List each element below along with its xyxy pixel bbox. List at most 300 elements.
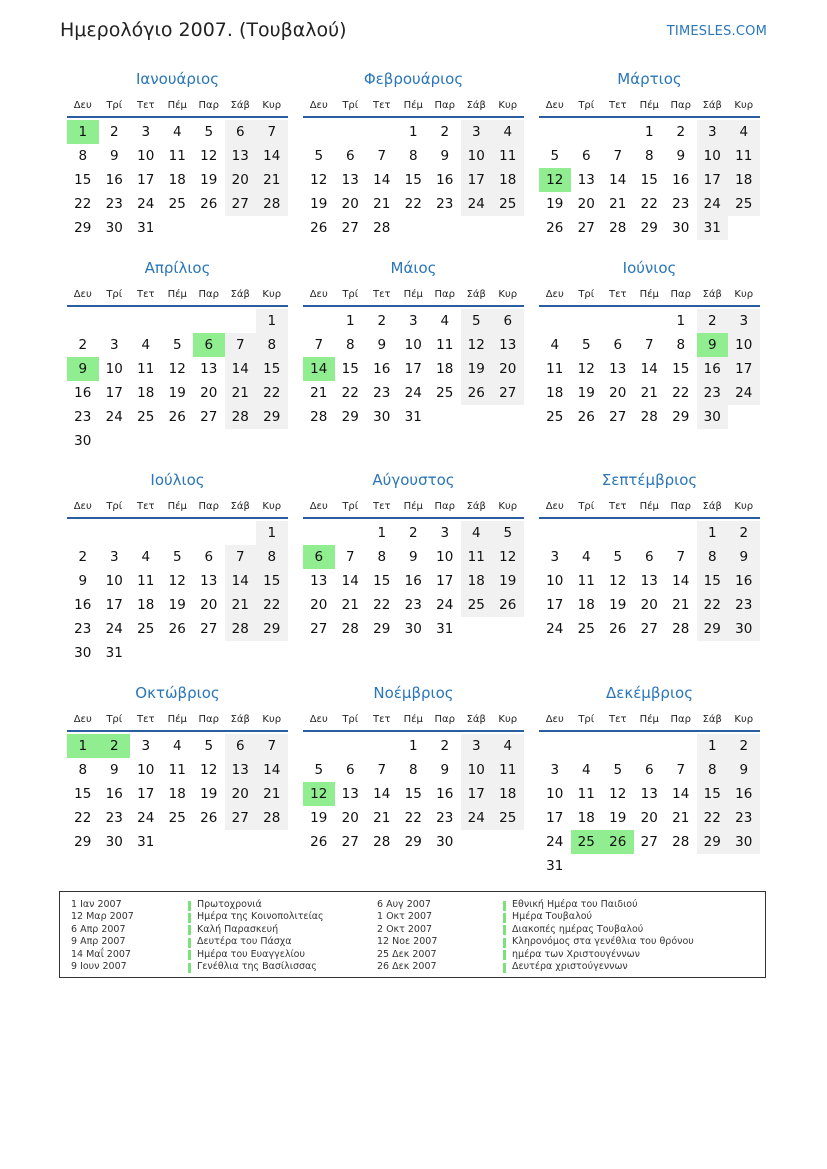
legend-date: 14 Μαΐ 2007 xyxy=(71,948,131,960)
day-cell: 9 xyxy=(109,148,119,164)
day-cell: 3 xyxy=(461,734,493,758)
day-cell: 13 xyxy=(200,361,218,377)
day-cell: 17 xyxy=(461,168,493,192)
day-cell: 31 xyxy=(137,220,155,236)
day-cell: 17 xyxy=(697,168,729,192)
month-name: Απρίλιος xyxy=(144,259,211,277)
day-cell: 25 xyxy=(137,621,155,637)
day-cell: 23 xyxy=(436,196,454,212)
day-cell: 26 xyxy=(310,834,328,850)
brand-link[interactable]: TIMESLES.COM xyxy=(666,24,767,39)
weekday-label: Παρ xyxy=(198,714,219,725)
legend-date: 1 Οκτ 2007 xyxy=(377,911,433,923)
day-cell: 3 xyxy=(461,120,493,144)
day-cell: 23 xyxy=(105,810,123,826)
day-cell: 17 xyxy=(546,597,564,613)
day-cell: 27 xyxy=(640,834,658,850)
day-cell: 22 xyxy=(672,385,690,401)
day-cell: 10 xyxy=(404,337,422,353)
legend-date: 9 Απρ 2007 xyxy=(71,936,126,948)
day-cell: 18 xyxy=(728,168,760,192)
day-cell: 11 xyxy=(728,144,760,168)
weekday-label: Παρ xyxy=(670,289,691,300)
day-cell: 21 xyxy=(640,385,658,401)
day-cell: 11 xyxy=(137,361,155,377)
holiday-marker xyxy=(188,963,191,973)
day-cell: 11 xyxy=(168,762,186,778)
day-cell: 4 xyxy=(440,313,450,329)
weekday-header xyxy=(303,289,524,305)
weekday-label: Παρ xyxy=(198,100,219,111)
day-cell: 19 xyxy=(310,196,328,212)
weekday-header xyxy=(67,501,288,517)
weekday-label: Δευ xyxy=(545,100,564,111)
month-name: Νοέμβριος xyxy=(373,684,454,702)
day-cell: 13 xyxy=(310,573,328,589)
day-cell: 14 xyxy=(640,361,658,377)
day-cell: 10 xyxy=(461,144,493,168)
day-cell: 7 xyxy=(314,337,324,353)
weekday-label: Κυρ xyxy=(262,501,282,512)
day-cell: 30 xyxy=(105,220,123,236)
weekday-label: Τρί xyxy=(106,501,123,512)
day-cell: 7 xyxy=(644,337,654,353)
day-cell: 28 xyxy=(310,409,328,425)
day-cell: 16 xyxy=(404,573,422,589)
day-cell: 16 xyxy=(728,782,760,806)
header-rule xyxy=(539,730,760,732)
weekday-label: Πέμ xyxy=(639,714,659,725)
day-cell: 11 xyxy=(492,758,524,782)
day-cell: 13 xyxy=(492,333,524,357)
day-cell: 21 xyxy=(225,381,257,405)
day-cell: 11 xyxy=(577,786,595,802)
weekday-label: Παρ xyxy=(670,100,691,111)
day-cell: 25 xyxy=(546,409,564,425)
day-cell: 10 xyxy=(697,144,729,168)
day-cell: 10 xyxy=(105,573,123,589)
day-cell: 20 xyxy=(492,357,524,381)
day-cell: 22 xyxy=(697,593,729,617)
day-cell: 5 xyxy=(204,124,214,140)
day-cell: 26 xyxy=(168,409,186,425)
day-cell: 9 xyxy=(408,549,418,565)
day-cell: 15 xyxy=(74,786,92,802)
weekday-label: Τρί xyxy=(578,501,595,512)
day-cell: 27 xyxy=(310,621,328,637)
day-cell: 15 xyxy=(341,361,359,377)
day-cell: 14 xyxy=(609,172,627,188)
weekday-label: Σάβ xyxy=(230,501,250,512)
day-cell: 30 xyxy=(436,834,454,850)
day-cell: 30 xyxy=(105,834,123,850)
day-cell: 6 xyxy=(581,148,591,164)
day-cell: 26 xyxy=(492,593,524,617)
day-cell: 28 xyxy=(341,621,359,637)
day-cell: 9 xyxy=(676,148,686,164)
day-cell: 1 xyxy=(676,313,686,329)
weekday-label: Τετ xyxy=(372,100,391,111)
day-cell: 10 xyxy=(137,762,155,778)
day-cell: 14 xyxy=(672,573,690,589)
legend-date: 26 Δεκ 2007 xyxy=(377,961,437,972)
weekday-label: Σάβ xyxy=(702,289,722,300)
day-cell: 28 xyxy=(373,220,391,236)
day-cell: 22 xyxy=(373,597,391,613)
day-cell: 27 xyxy=(577,220,595,236)
day-cell: 31 xyxy=(697,216,729,240)
day-cell: 28 xyxy=(225,617,257,641)
weekday-label: Τρί xyxy=(342,714,359,725)
day-cell: 15 xyxy=(640,172,658,188)
day-cell: 8 xyxy=(644,148,654,164)
weekday-label: Κυρ xyxy=(262,100,282,111)
day-cell: 13 xyxy=(640,786,658,802)
day-cell: 16 xyxy=(74,597,92,613)
day-cell: 3 xyxy=(550,762,560,778)
weekday-label: Πέμ xyxy=(639,289,659,300)
day-cell: 2 xyxy=(440,124,450,140)
day-cell: 19 xyxy=(609,810,627,826)
weekday-header xyxy=(539,714,760,730)
day-cell: 14 xyxy=(256,758,288,782)
day-cell: 27 xyxy=(200,409,218,425)
day-cell: 2 xyxy=(697,309,729,333)
day-cell: 18 xyxy=(546,385,564,401)
day-cell: 2 xyxy=(728,521,760,545)
weekday-label: Τετ xyxy=(372,289,391,300)
weekday-label: Τρί xyxy=(106,714,123,725)
day-cell: 28 xyxy=(640,409,658,425)
header-rule xyxy=(303,730,524,732)
weekday-label: Τετ xyxy=(608,289,627,300)
day-cell: 11 xyxy=(137,573,155,589)
page-title: Ημερολόγιο 2007. (Τουβαλού) xyxy=(60,19,347,41)
header-rule xyxy=(67,730,288,732)
weekday-label: Σάβ xyxy=(466,501,486,512)
day-cell: 26 xyxy=(200,196,218,212)
holiday-marker xyxy=(503,925,506,935)
day-cell: 19 xyxy=(492,569,524,593)
month-name: Αύγουστος xyxy=(372,471,455,489)
day-cell: 14 xyxy=(373,786,391,802)
day-cell: 6 xyxy=(345,762,355,778)
day-cell: 5 xyxy=(613,549,623,565)
weekday-label: Σάβ xyxy=(230,100,250,111)
weekday-header xyxy=(67,289,288,305)
legend-date: 25 Δεκ 2007 xyxy=(377,948,437,960)
day-cell: 21 xyxy=(225,593,257,617)
day-cell: 15 xyxy=(697,569,729,593)
day-cell: 15 xyxy=(256,357,288,381)
day-cell: 28 xyxy=(256,806,288,830)
day-cell: 3 xyxy=(141,738,151,754)
day-cell: 8 xyxy=(377,549,387,565)
weekday-label: Δευ xyxy=(545,289,564,300)
day-cell: 10 xyxy=(137,148,155,164)
day-cell: 4 xyxy=(581,762,591,778)
day-cell: 10 xyxy=(461,758,493,782)
day-cell: 16 xyxy=(728,569,760,593)
weekday-label: Πέμ xyxy=(167,100,187,111)
day-cell: 28 xyxy=(609,220,627,236)
weekday-label: Παρ xyxy=(434,714,455,725)
day-cell: 18 xyxy=(492,168,524,192)
day-cell: 6 xyxy=(225,120,257,144)
day-cell: 9 xyxy=(109,762,119,778)
holiday-marker xyxy=(188,901,191,911)
weekday-label: Κυρ xyxy=(498,289,518,300)
day-cell: 9 xyxy=(440,762,450,778)
weekday-label: Τρί xyxy=(342,100,359,111)
day-cell: 28 xyxy=(225,405,257,429)
holiday-marker xyxy=(503,950,506,960)
weekday-label: Πέμ xyxy=(167,714,187,725)
day-cell: 7 xyxy=(613,148,623,164)
legend-holiday-name: Κληρονόμος στα γενέθλια του θρόνου xyxy=(512,936,694,948)
day-cell: 21 xyxy=(672,810,690,826)
day-cell: 15 xyxy=(256,569,288,593)
weekday-label: Τετ xyxy=(372,501,391,512)
weekday-label: Πέμ xyxy=(167,501,187,512)
weekday-label: Παρ xyxy=(198,289,219,300)
weekday-label: Τρί xyxy=(342,501,359,512)
day-cell: 22 xyxy=(404,810,422,826)
day-cell: 6 xyxy=(204,549,214,565)
holiday-day-cell: 9 xyxy=(697,333,729,357)
day-cell: 3 xyxy=(408,313,418,329)
day-cell: 15 xyxy=(697,782,729,806)
weekday-label: Σάβ xyxy=(702,501,722,512)
day-cell: 3 xyxy=(440,525,450,541)
day-cell: 1 xyxy=(408,738,418,754)
day-cell: 6 xyxy=(644,762,654,778)
weekday-label: Δευ xyxy=(545,501,564,512)
day-cell: 9 xyxy=(728,758,760,782)
day-cell: 21 xyxy=(373,810,391,826)
day-cell: 13 xyxy=(225,144,257,168)
day-cell: 21 xyxy=(256,782,288,806)
holiday-day-cell: 9 xyxy=(67,357,99,381)
day-cell: 18 xyxy=(137,597,155,613)
holiday-day-cell: 6 xyxy=(303,545,335,569)
day-cell: 3 xyxy=(697,120,729,144)
weekday-label: Κυρ xyxy=(498,501,518,512)
day-cell: 21 xyxy=(609,196,627,212)
day-cell: 17 xyxy=(404,361,422,377)
day-cell: 24 xyxy=(697,192,729,216)
day-cell: 2 xyxy=(440,738,450,754)
day-cell: 16 xyxy=(436,786,454,802)
day-cell: 11 xyxy=(168,148,186,164)
day-cell: 18 xyxy=(461,569,493,593)
day-cell: 6 xyxy=(613,337,623,353)
day-cell: 13 xyxy=(200,573,218,589)
day-cell: 19 xyxy=(200,172,218,188)
day-cell: 12 xyxy=(200,762,218,778)
weekday-label: Πέμ xyxy=(403,714,423,725)
day-cell: 23 xyxy=(728,593,760,617)
holiday-marker xyxy=(503,913,506,923)
weekday-label: Πέμ xyxy=(403,501,423,512)
day-cell: 31 xyxy=(404,409,422,425)
legend-holiday-name: Ημέρα της Κοινοπολιτείας xyxy=(197,911,324,923)
day-cell: 8 xyxy=(78,148,88,164)
weekday-label: Πέμ xyxy=(639,100,659,111)
weekday-label: Τρί xyxy=(578,289,595,300)
day-cell: 17 xyxy=(137,172,155,188)
day-cell: 20 xyxy=(640,810,658,826)
day-cell: 18 xyxy=(137,385,155,401)
day-cell: 22 xyxy=(74,196,92,212)
holiday-day-cell: 1 xyxy=(67,120,99,144)
weekday-label: Κυρ xyxy=(498,100,518,111)
day-cell: 20 xyxy=(341,196,359,212)
day-cell: 30 xyxy=(373,409,391,425)
weekday-label: Δευ xyxy=(73,289,92,300)
day-cell: 25 xyxy=(168,810,186,826)
weekday-label: Τετ xyxy=(608,714,627,725)
day-cell: 25 xyxy=(168,196,186,212)
day-cell: 16 xyxy=(672,172,690,188)
day-cell: 5 xyxy=(314,762,324,778)
day-cell: 18 xyxy=(492,782,524,806)
day-cell: 2 xyxy=(377,313,387,329)
weekday-header xyxy=(303,100,524,116)
day-cell: 6 xyxy=(644,549,654,565)
day-cell: 20 xyxy=(225,782,257,806)
day-cell: 31 xyxy=(137,834,155,850)
day-cell: 10 xyxy=(436,549,454,565)
day-cell: 4 xyxy=(550,337,560,353)
weekday-label: Τετ xyxy=(136,714,155,725)
day-cell: 21 xyxy=(256,168,288,192)
day-cell: 22 xyxy=(256,593,288,617)
day-cell: 13 xyxy=(225,758,257,782)
header-rule xyxy=(539,517,760,519)
day-cell: 28 xyxy=(256,192,288,216)
weekday-label: Τρί xyxy=(106,289,123,300)
day-cell: 26 xyxy=(200,810,218,826)
day-cell: 30 xyxy=(672,220,690,236)
day-cell: 8 xyxy=(697,545,729,569)
day-cell: 23 xyxy=(373,385,391,401)
legend-holiday-name: Ημέρα Τουβαλού xyxy=(512,911,593,923)
month-name: Μάιος xyxy=(390,259,437,277)
day-cell: 4 xyxy=(461,521,493,545)
holiday-marker xyxy=(503,901,506,911)
day-cell: 29 xyxy=(697,830,729,854)
day-cell: 16 xyxy=(74,385,92,401)
day-cell: 1 xyxy=(697,734,729,758)
day-cell: 4 xyxy=(492,120,524,144)
day-cell: 8 xyxy=(697,758,729,782)
day-cell: 3 xyxy=(109,337,119,353)
day-cell: 24 xyxy=(404,385,422,401)
month-name: Σεπτέμβριος xyxy=(601,471,698,489)
legend-date: 2 Οκτ 2007 xyxy=(377,923,433,935)
day-cell: 21 xyxy=(341,597,359,613)
day-cell: 23 xyxy=(105,196,123,212)
day-cell: 20 xyxy=(310,597,328,613)
holiday-legend xyxy=(59,891,766,978)
weekday-label: Πέμ xyxy=(167,289,187,300)
day-cell: 12 xyxy=(492,545,524,569)
month-name: Φεβρουάριος xyxy=(363,70,464,88)
day-cell: 30 xyxy=(697,405,729,429)
day-cell: 13 xyxy=(341,172,359,188)
day-cell: 24 xyxy=(728,381,760,405)
day-cell: 24 xyxy=(137,810,155,826)
day-cell: 14 xyxy=(341,573,359,589)
holiday-marker xyxy=(188,925,191,935)
day-cell: 16 xyxy=(436,172,454,188)
legend-holiday-name: Δευτέρα του Πάσχα xyxy=(197,936,292,948)
day-cell: 30 xyxy=(728,617,760,641)
day-cell: 1 xyxy=(697,521,729,545)
legend-date: 12 Μαρ 2007 xyxy=(71,911,134,923)
day-cell: 13 xyxy=(341,786,359,802)
day-cell: 22 xyxy=(256,381,288,405)
day-cell: 7 xyxy=(345,549,355,565)
day-cell: 22 xyxy=(74,810,92,826)
day-cell: 14 xyxy=(256,144,288,168)
day-cell: 29 xyxy=(672,409,690,425)
day-cell: 29 xyxy=(341,409,359,425)
day-cell: 7 xyxy=(676,762,686,778)
legend-holiday-name: Γενέθλια της Βασίλισσας xyxy=(197,961,317,972)
day-cell: 20 xyxy=(341,810,359,826)
day-cell: 31 xyxy=(105,645,123,661)
day-cell: 11 xyxy=(492,144,524,168)
day-cell: 28 xyxy=(672,834,690,850)
day-cell: 11 xyxy=(436,337,454,353)
holiday-day-cell: 26 xyxy=(602,830,634,854)
weekday-label: Παρ xyxy=(434,289,455,300)
day-cell: 6 xyxy=(492,309,524,333)
day-cell: 4 xyxy=(141,337,151,353)
day-cell: 13 xyxy=(577,172,595,188)
day-cell: 7 xyxy=(225,333,257,357)
day-cell: 4 xyxy=(172,738,182,754)
holiday-day-cell: 14 xyxy=(303,357,335,381)
weekday-label: Παρ xyxy=(670,714,691,725)
day-cell: 27 xyxy=(609,409,627,425)
day-cell: 10 xyxy=(546,573,564,589)
weekday-label: Δευ xyxy=(309,100,328,111)
day-cell: 5 xyxy=(461,309,493,333)
holiday-marker xyxy=(503,963,506,973)
weekday-header xyxy=(539,289,760,305)
day-cell: 18 xyxy=(168,786,186,802)
holiday-marker xyxy=(188,913,191,923)
weekday-label: Παρ xyxy=(198,501,219,512)
day-cell: 25 xyxy=(461,593,493,617)
day-cell: 20 xyxy=(640,597,658,613)
day-cell: 17 xyxy=(436,573,454,589)
weekday-label: Κυρ xyxy=(734,714,754,725)
day-cell: 27 xyxy=(640,621,658,637)
day-cell: 27 xyxy=(492,381,524,405)
weekday-label: Δευ xyxy=(309,289,328,300)
day-cell: 16 xyxy=(105,172,123,188)
day-cell: 23 xyxy=(728,806,760,830)
legend-date: 1 Ιαν 2007 xyxy=(71,899,122,910)
weekday-header xyxy=(539,501,760,517)
day-cell: 3 xyxy=(550,549,560,565)
day-cell: 4 xyxy=(492,734,524,758)
day-cell: 11 xyxy=(577,573,595,589)
